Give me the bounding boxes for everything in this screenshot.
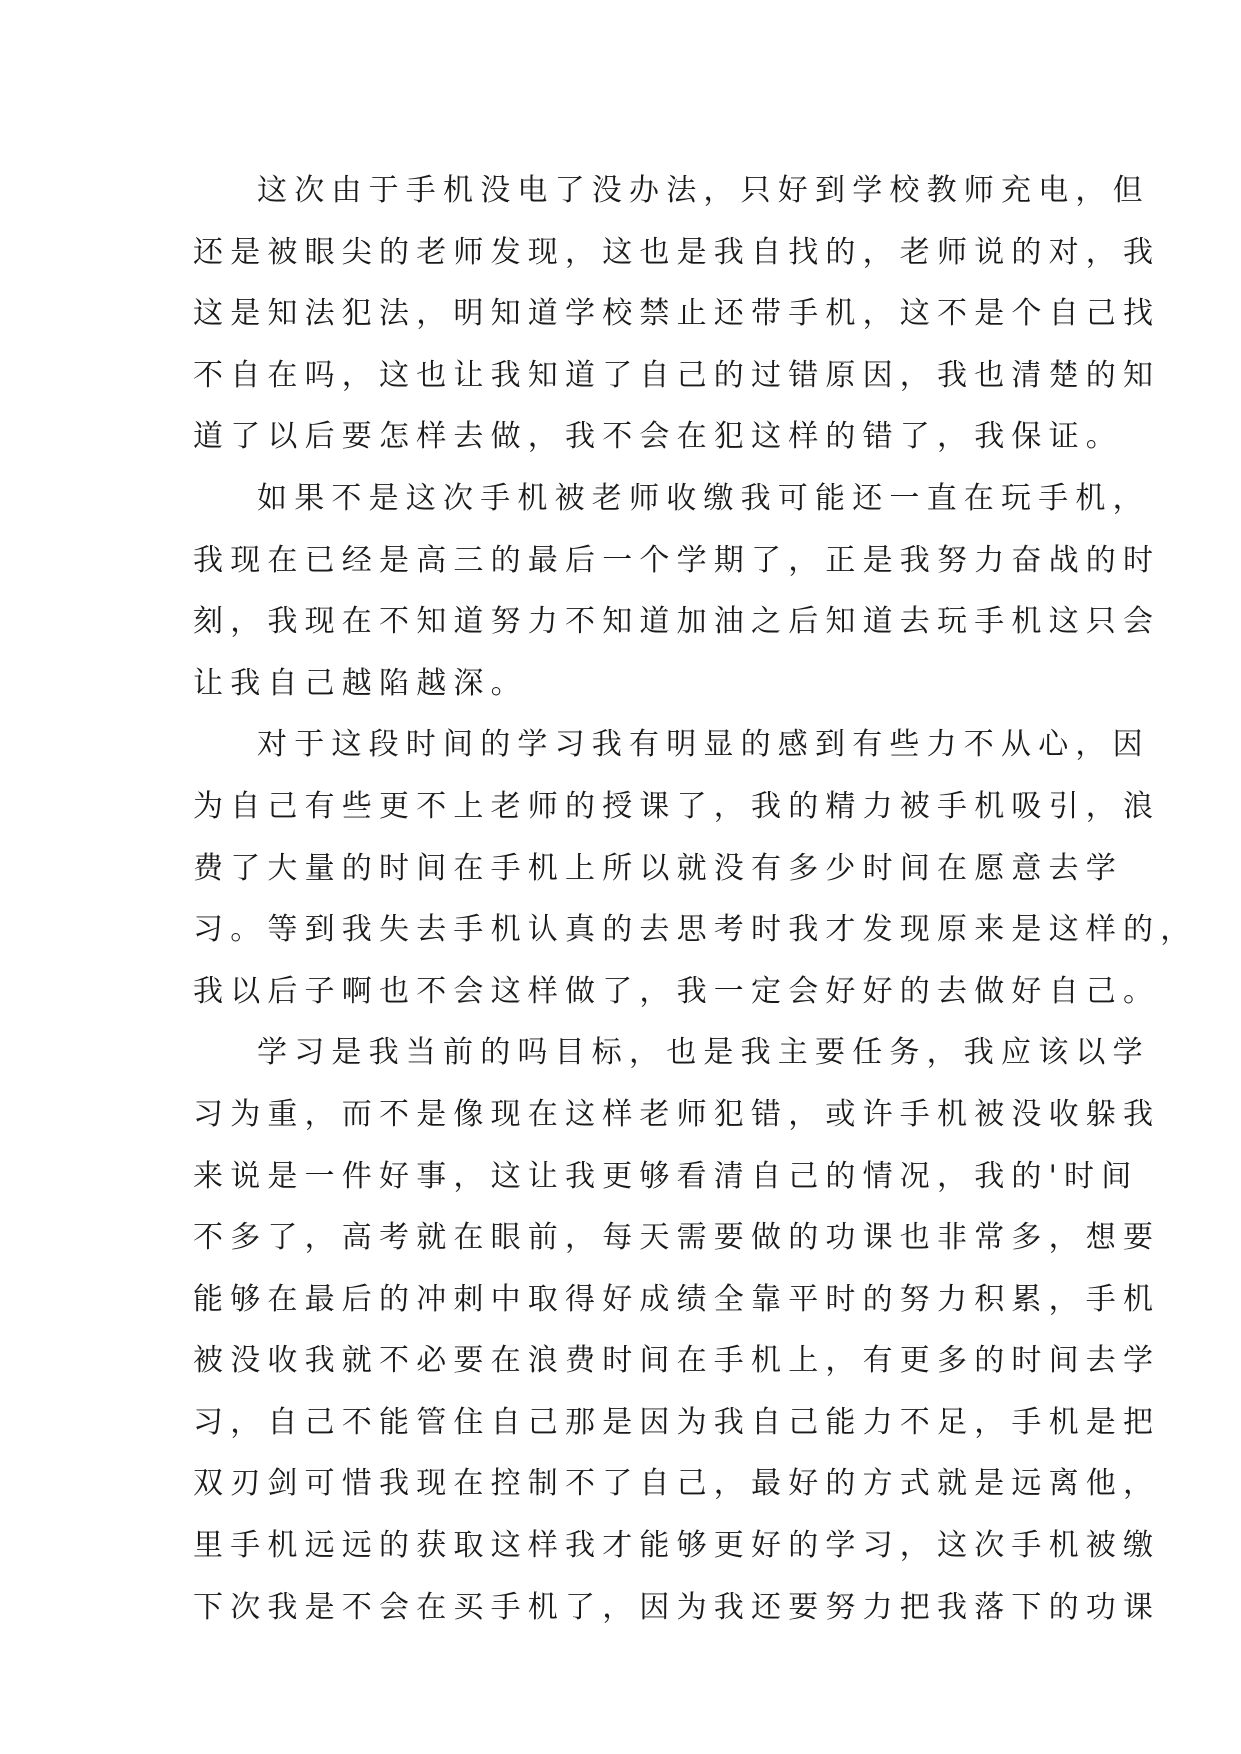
text-line: 不多了，高考就在眼前，每天需要做的功课也非常多，想要 [193, 1220, 1161, 1256]
text-line: 我现在已经是高三的最后一个学期了，正是我努力奋战的时 [193, 542, 1161, 578]
text-line: 双刃剑可惜我现在控制不了自己，最好的方式就是远离他， [193, 1466, 1161, 1502]
text-line: 对于这段时间的学习我有明显的感到有些力不从心，因 [257, 727, 1150, 763]
text-line: 学习是我当前的吗目标，也是我主要任务，我应该以学 [257, 1035, 1150, 1071]
text-line: 习。等到我失去手机认真的去思考时我才发现原来是这样的， [193, 912, 1198, 948]
text-line: 费了大量的时间在手机上所以就没有多少时间在愿意去学 [193, 850, 1123, 886]
text-line: 习为重，而不是像现在这样老师犯错，或许手机被没收躲我 [193, 1096, 1161, 1132]
text-line: 这是知法犯法，明知道学校禁止还带手机，这不是个自己找 [193, 296, 1161, 332]
text-line: 我以后子啊也不会这样做了，我一定会好好的去做好自己。 [193, 973, 1161, 1009]
document-body [193, 160, 1198, 1638]
text-line: 为自己有些更不上老师的授课了，我的精力被手机吸引，浪 [193, 788, 1161, 824]
text-line: 还是被眼尖的老师发现，这也是我自找的，老师说的对，我 [193, 234, 1161, 270]
text-line: 来说是一件好事，这让我更够看清自己的情况，我的'时间 [193, 1158, 1139, 1194]
text-line: 被没收我就不必要在浪费时间在手机上，有更多的时间去学 [193, 1343, 1161, 1379]
text-line: 道了以后要怎样去做，我不会在犯这样的错了，我保证。 [193, 419, 1123, 455]
text-line: 不自在吗，这也让我知道了自己的过错原因，我也清楚的知 [193, 357, 1161, 393]
text-line: 下次我是不会在买手机了，因为我还要努力把我落下的功课 [193, 1589, 1161, 1625]
text-line: 让我自己越陷越深。 [193, 665, 528, 701]
text-line: 能够在最后的冲刺中取得好成绩全靠平时的努力积累，手机 [193, 1281, 1161, 1317]
text-line: 习，自己不能管住自己那是因为我自己能力不足，手机是把 [193, 1404, 1161, 1440]
text-line: 里手机远远的获取这样我才能够更好的学习，这次手机被缴 [193, 1528, 1161, 1564]
text-line: 如果不是这次手机被老师收缴我可能还一直在玩手机， [257, 480, 1150, 516]
text-line: 刻，我现在不知道努力不知道加油之后知道去玩手机这只会 [193, 604, 1161, 640]
text-line: 这次由于手机没电了没办法，只好到学校教师充电，但 [257, 173, 1150, 208]
